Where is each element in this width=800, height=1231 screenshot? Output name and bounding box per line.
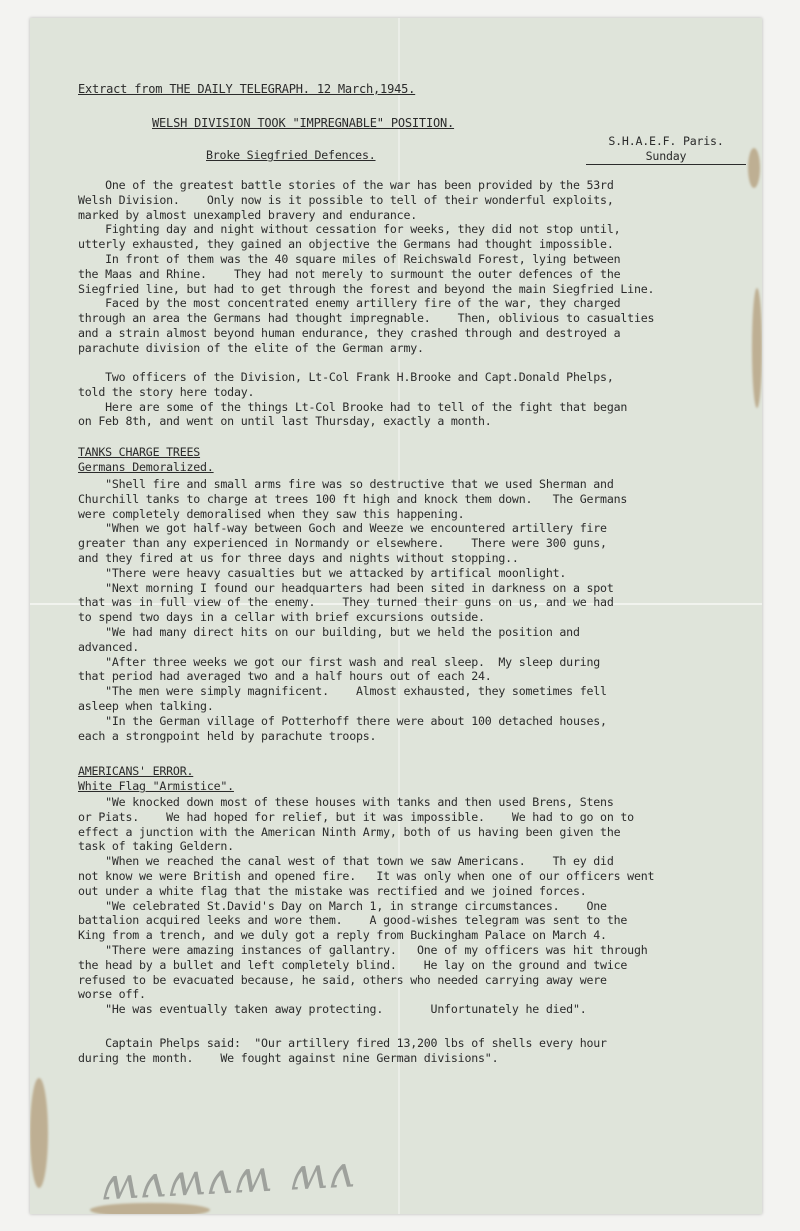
section-subheading: White Flag "Armistice". — [78, 779, 234, 793]
text-line: through an area the Germans had thought impregnable. Then, oblivious to casualties — [78, 311, 655, 326]
text-line: "The men were simply magnificent. Almost exhausted, they sometimes fell — [78, 684, 607, 699]
text-line: that period had averaged two and a half hours out of each 24. — [78, 669, 492, 684]
text-line: to spend two days in a cellar with brief excursions outside. — [78, 610, 485, 625]
text-line: the Maas and Rhine. They had not merely to surmount the outer defences of the — [78, 266, 621, 281]
section-1-body — [78, 477, 738, 743]
text-line: "We had many direct hits on our building, but we held the position and — [78, 624, 580, 639]
text-line: or Piats. We had hoped for relief, but it was impossible. We had to go on to — [78, 809, 634, 824]
text-line: One of the greatest battle stories of the war has been provided by the 53rd — [78, 178, 614, 192]
section-subheading: Germans Demoralized. — [78, 460, 214, 474]
text-line: "When we reached the canal west of that town we saw Americans. Th ey did — [78, 854, 614, 869]
intro-paragraphs — [78, 178, 738, 356]
text-line: utterly exhausted, they gained an objective the Germans had thought impossible. — [78, 237, 614, 252]
headline: WELSH DIVISION TOOK "IMPREGNABLE" POSITION. — [152, 116, 455, 130]
text-line: Fighting day and night without cessation for weeks, they did not stop until, — [78, 222, 621, 237]
text-line: and they fired at us for three days and nights without stopping.. — [78, 550, 519, 565]
text-line: Here are some of the things Lt-Col Brooke had to tell of the fight that began — [78, 399, 628, 414]
text-line: were completely demoralised when they saw this happening. — [78, 506, 465, 521]
dateline-place: S.H.A.E.F. Paris. — [608, 134, 724, 148]
text-line: Siegfried line, but had to get through the forest and beyond the main Siegfried Line. — [78, 281, 655, 296]
text-line: told the story here today. — [78, 384, 255, 399]
text-line: effect a junction with the American Ninth Army, both of us having been given the — [78, 824, 621, 839]
text-line: marked by almost unexampled bravery and endurance. — [78, 207, 418, 222]
stain — [30, 1078, 48, 1188]
stain — [752, 288, 762, 408]
text-line: "There were heavy casualties but we attacked by artifical moonlight. — [78, 565, 567, 580]
text-line: the head by a bullet and left completely blind. He lay on the ground and twice — [78, 957, 628, 972]
text-line: Faced by the most concentrated enemy artillery fire of the war, they charged — [78, 296, 621, 311]
text-line: Churchill tanks to charge at trees 100 ft high and knock them down. The Germans — [78, 491, 628, 506]
text-line: refused to be evacuated because, he said, others who needed carrying away were — [78, 972, 607, 987]
text-line: during the month. We fought against nine German divisions". — [78, 1050, 499, 1065]
pencil-scribble: ʍʌʍʌʍ ʍʌ — [98, 1146, 357, 1211]
section-heading: TANKS CHARGE TREES — [78, 445, 201, 459]
text-line: Captain Phelps said: "Our artillery fired 13,200 lbs of shells every hour — [78, 1036, 607, 1050]
text-line: "After three weeks we got our first wash and real sleep. My sleep during — [78, 654, 601, 669]
text-line: In front of them was the 40 square miles of Reichswald Forest, lying between — [78, 251, 621, 266]
stain — [748, 148, 760, 188]
text-line: "Next morning I found our headquarters had been sited in darkness on a spot — [78, 580, 614, 595]
text-line: "Shell fire and small arms fire was so destructive that we used Sherman and — [78, 477, 614, 491]
text-line: "When we got half-way between Goch and Weeze we encountered artillery fire — [78, 521, 607, 536]
text-line: "He was eventually taken away protecting. Unfortunately he died". — [78, 1002, 587, 1017]
text-line: "There were amazing instances of gallantry. One of my officers was hit through — [78, 942, 648, 957]
text-line: Welsh Division. Only now is it possible to tell of their wonderful exploits, — [78, 192, 614, 207]
text-line: each a strongpoint held by parachute troops. — [78, 728, 377, 743]
closing-paragraph — [78, 1036, 738, 1066]
text-line: "We celebrated St.David's Day on March 1, in strange circumstances. One — [78, 898, 607, 913]
officers-paragraphs — [78, 370, 738, 429]
text-line: out under a white flag that the mistake was rectified and we joined forces. — [78, 883, 587, 898]
section-heading: AMERICANS' ERROR. — [78, 764, 194, 778]
typed-document-sheet — [30, 18, 762, 1214]
text-line: advanced. — [78, 639, 140, 654]
text-line: greater than any experienced in Normandy or elsewhere. There were 300 guns, — [78, 536, 607, 551]
text-line: asleep when talking. — [78, 698, 214, 713]
text-line: battalion acquired leeks and wore them. A good-wishes telegram was sent to the — [78, 913, 628, 928]
subhead: Broke Siegfried Defences. — [206, 148, 376, 162]
source-line: Extract from THE DAILY TELEGRAPH. 12 March,1945. — [78, 82, 416, 96]
text-line: parachute division of the elite of the German army. — [78, 340, 424, 355]
dateline-day: Sunday — [586, 149, 746, 165]
text-line: Two officers of the Division, Lt-Col Frank H.Brooke and Capt.Donald Phelps, — [78, 370, 614, 384]
text-line: on Feb 8th, and went on until last Thursday, exactly a month. — [78, 414, 492, 429]
text-line: that was in full view of the enemy. They turned their guns on us, and we had — [78, 595, 614, 610]
section-2-body — [78, 795, 738, 1017]
text-line: King from a trench, and we duly got a reply from Buckingham Palace on March 4. — [78, 928, 607, 943]
text-line: not know we were British and opened fire. It was only when one of our officers went — [78, 868, 655, 883]
text-line: worse off. — [78, 987, 146, 1002]
text-line: "We knocked down most of these houses with tanks and then used Brens, Stens — [78, 795, 614, 809]
text-line: "In the German village of Potterhoff there were about 100 detached houses, — [78, 713, 607, 728]
text-line: and a strain almost beyond human endurance, they crashed through and destroyed a — [78, 325, 621, 340]
text-line: task of taking Geldern. — [78, 839, 234, 854]
